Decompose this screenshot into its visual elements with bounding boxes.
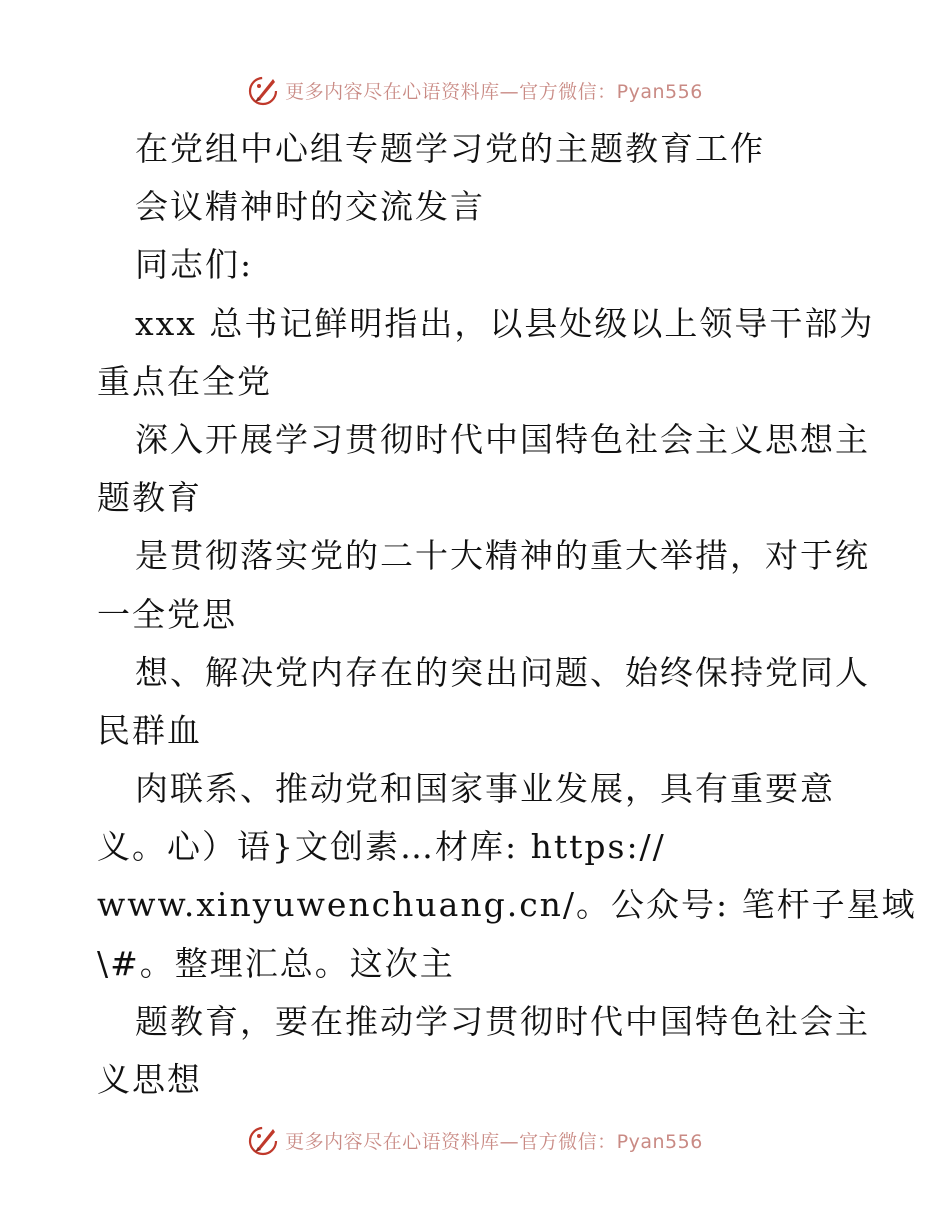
- paragraph-line: 肉联系、推动党和国家事业发展，具有重要意: [135, 769, 835, 809]
- footer-watermark-banner: [0, 1120, 950, 1160]
- document-body: [97, 120, 917, 1109]
- paragraph-line: 一全党思: [97, 594, 237, 634]
- salutation: 同志们:: [135, 245, 254, 285]
- title-line-2: 会议精神时的交流发言: [135, 187, 485, 227]
- paragraph-line: 重点在全党: [97, 361, 272, 401]
- paragraph-line: 义。心）语}文创素…材库: https://: [97, 827, 666, 867]
- header-watermark-banner: [0, 70, 950, 110]
- paragraph-line: \#。整理汇总。这次主: [97, 943, 455, 983]
- paragraph-line: 民群血: [97, 710, 202, 750]
- watermark-text: 更多内容尽在心语资料库—官方微信：Pyan556: [285, 80, 703, 103]
- paragraph-line: 题教育，要在推动学习贯彻时代中国特色社会主: [135, 1001, 870, 1041]
- paragraph-line: xxx 总书记鲜明指出，以县处级以上领导干部为: [135, 303, 875, 343]
- title-line-1: 在党组中心组专题学习党的主题教育工作: [135, 129, 765, 168]
- paragraph-line: 想、解决党内存在的突出问题、始终保持党同人: [135, 652, 870, 692]
- paragraph-line: 义思想: [97, 1060, 202, 1099]
- watermark-text: 更多内容尽在心语资料库—官方微信：Pyan556: [285, 1130, 703, 1153]
- quill-pen-logo-icon: [247, 1123, 281, 1157]
- paragraph-line: 题教育: [97, 478, 202, 518]
- paragraph-line: 是贯彻落实党的二十大精神的重大举措，对于统: [135, 536, 870, 576]
- quill-pen-logo-icon: [247, 73, 281, 107]
- paragraph-line: www.xinyuwenchuang.cn/。公众号: 笔杆子星域: [97, 885, 917, 925]
- paragraph-line: 深入开展学习贯彻时代中国特色社会主义思想主: [135, 419, 870, 459]
